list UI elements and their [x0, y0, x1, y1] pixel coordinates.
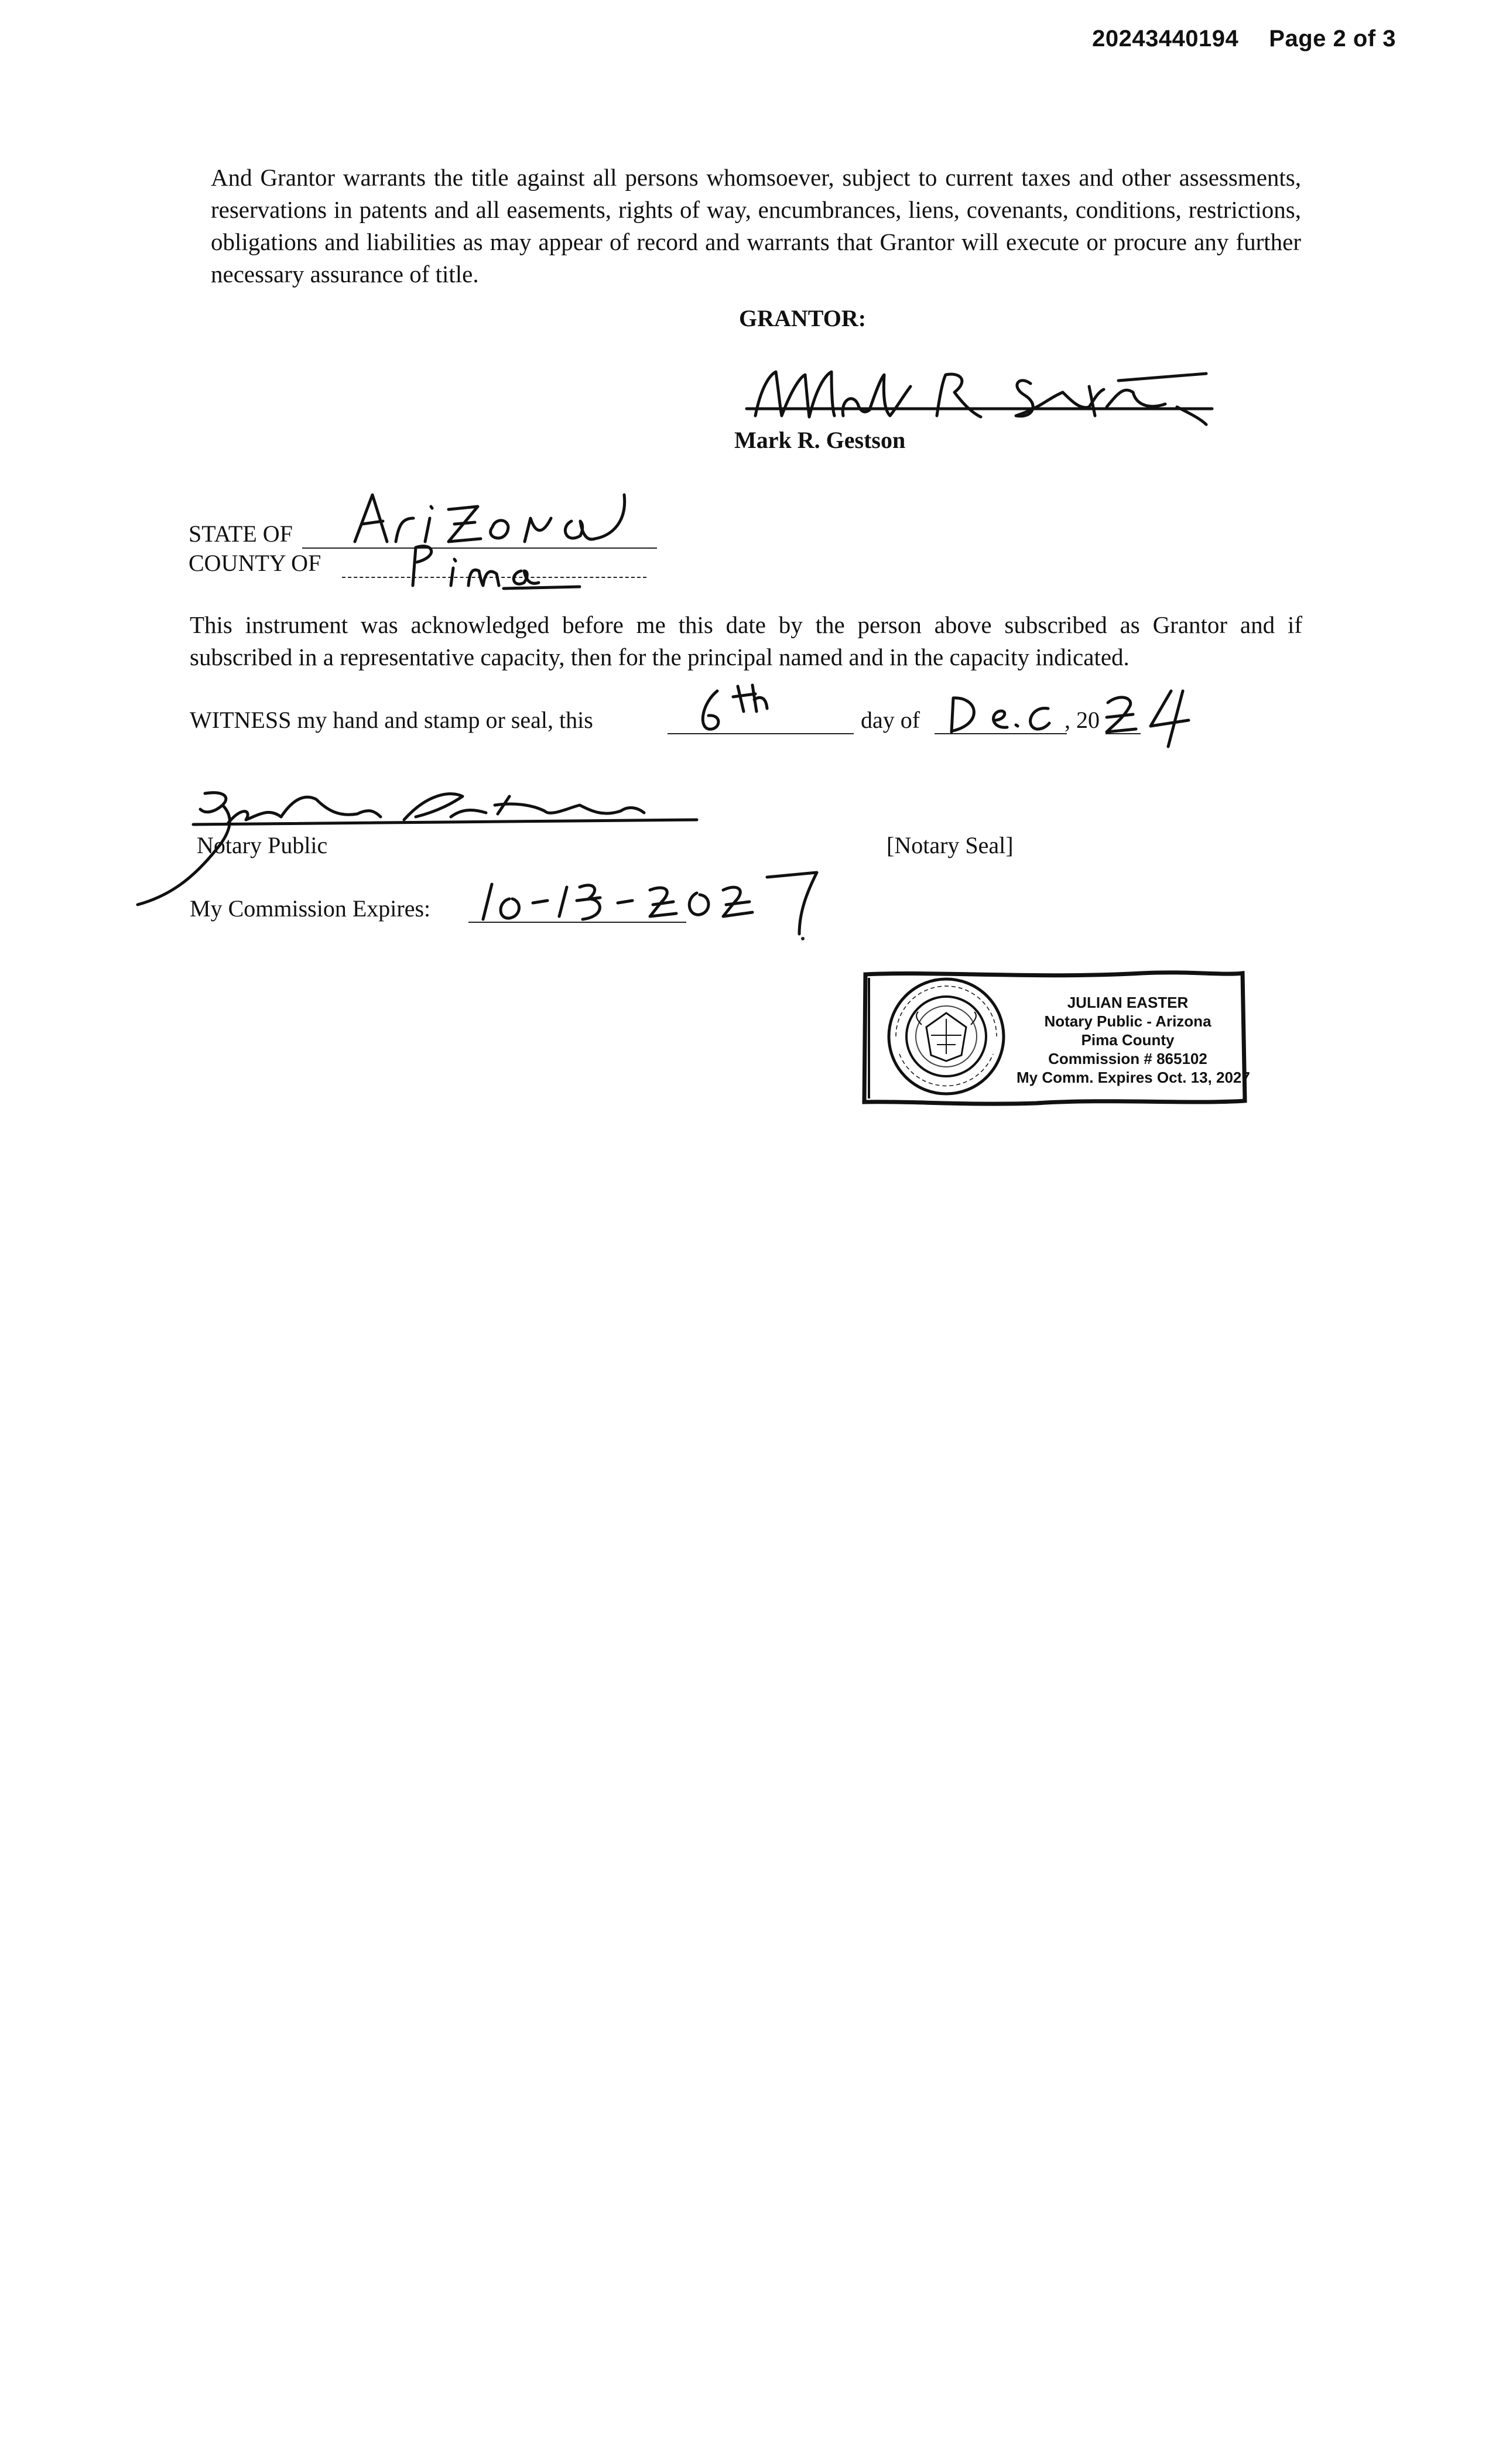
stamp-county: Pima County: [1081, 1031, 1175, 1049]
notary-public-label: Notary Public: [197, 832, 328, 858]
notary-seal-label: [Notary Seal]: [887, 832, 1014, 858]
document-header: [1092, 26, 1396, 52]
page-indicator: Page 2 of 3: [1269, 26, 1396, 52]
commission-date-handwriting: [474, 861, 837, 937]
ink-dot: [801, 937, 805, 940]
stamp-expiration: My Comm. Expires Oct. 13, 2027: [1017, 1069, 1250, 1086]
commission-expires-label: My Commission Expires:: [190, 895, 431, 922]
day-of-label: day of: [861, 707, 920, 733]
stamp-notary-title: Notary Public - Arizona: [1044, 1012, 1211, 1030]
stamp-commission-number: Commission # 865102: [1048, 1050, 1207, 1067]
grantor-signature: [744, 351, 1212, 433]
month-handwriting: [943, 691, 1054, 738]
warranty-paragraph: And Grantor warrants the title against all persons whomsoever, subject to current taxes and other assessments, reservations in patents and all easements, rights of way, encumbrances, liens, covenants, conditions, restrictions, obligations and liabilities as may appear of record and warrants that Grantor will execute or procure any further necessary assurance of title.: [211, 164, 1301, 288]
year-handwriting: [1101, 685, 1200, 750]
grantor-label: GRANTOR:: [739, 305, 867, 331]
stamp-notary-name: JULIAN EASTER: [1067, 994, 1189, 1011]
year-prefix: , 20: [1065, 707, 1100, 733]
document-number: 20243440194: [1092, 26, 1239, 52]
witness-prefix: WITNESS my hand and stamp or seal, this: [190, 707, 593, 733]
day-handwriting: [691, 679, 773, 738]
state-label: STATE OF: [189, 521, 293, 547]
county-label: COUNTY OF: [189, 550, 321, 576]
acknowledgment-paragraph: This instrument was acknowledged before me this date by the person above subscribed as Grantor and if subscribed in a representative capacity, then for the principal named and in the capacity indicated.: [190, 611, 1302, 670]
grantor-name: Mark R. Gestson: [734, 427, 906, 453]
county-handwriting-pima: [404, 539, 591, 591]
witness-line: [190, 706, 593, 734]
notary-stamp-text: [1017, 993, 1250, 1087]
